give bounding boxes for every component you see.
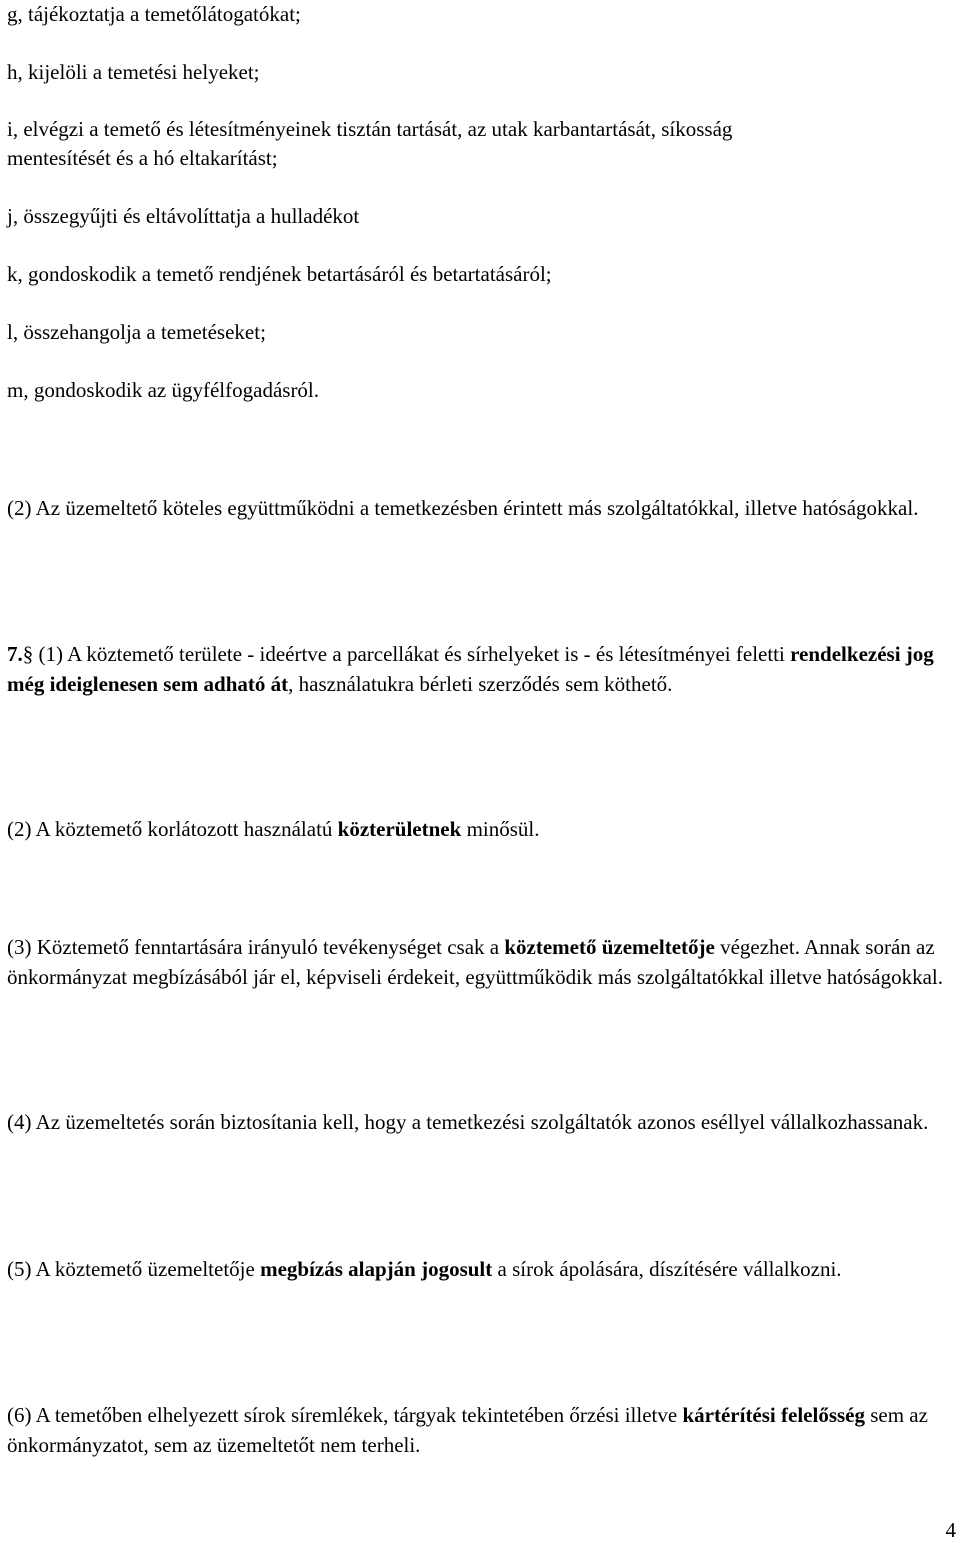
paragraph-2 — [7, 494, 957, 524]
list-item-i-continuation: mentesítését és a hó eltakarítást; — [7, 146, 278, 170]
list-item-h: h, kijelöli a temetési helyeket; — [7, 60, 260, 84]
list-item-g: g, tájékoztatja a temetőlátogatókat; — [7, 2, 301, 26]
section-7-p2-bold: közterületnek — [337, 817, 462, 841]
section-7-p2-text-end: minősül. — [461, 817, 540, 841]
section-7-p6-bold: kártérítési felelősség — [682, 1403, 865, 1427]
section-number: 7. — [7, 642, 23, 666]
section-7-paragraph-1 — [7, 640, 957, 699]
section-symbol: § — [22, 642, 34, 666]
list-item-l: l, összehangolja a temetéseket; — [7, 320, 266, 344]
list-item-i: i, elvégzi a temető és létesítményeinek tisztán tartását, az utak karbantartását, síkosság — [7, 117, 733, 141]
section-7-p3-text: (3) Köztemető fenntartására irányuló tevékenységet csak a — [7, 935, 505, 959]
section-7-p1-text-end: , használatukra bérleti szerződés sem köthető. — [288, 671, 673, 696]
section-7-p4-text: (4) Az üzemeltetés során biztosítania kell, hogy a temetkezési szolgáltatók azonos eséllyel vállalkozhassanak. — [7, 1110, 929, 1134]
section-7-p3-text-end: végezhet. Annak során az önkormányzat megbízásából jár el, képviseli érdekeit, együttműködik más szolgáltatókkal illetve hatóságokkal. — [7, 935, 943, 989]
section-7-p6-text-end: sem az önkormányzatot, sem az üzemeltetőt nem terheli. — [7, 1403, 928, 1457]
section-7-paragraph-4 — [7, 1108, 957, 1138]
section-7-p5-bold: megbízás alapján jogosult — [260, 1257, 493, 1281]
section-7-p5-text-end: a sírok ápolására, díszítésére vállalkozni. — [492, 1257, 842, 1281]
section-7-p2-text: (2) A köztemető korlátozott használatú — [7, 817, 338, 841]
section-7-p3-bold: köztemető üzemeltetője — [504, 935, 715, 959]
section-7-paragraph-3 — [7, 933, 957, 992]
list-item-j: j, összegyűjti és eltávolíttatja a hulladékot — [7, 204, 360, 228]
section-7-paragraph-2 — [7, 815, 957, 845]
section-7-p6-text: (6) A temetőben elhelyezett sírok síremlékek, tárgyak tekintetében őrzési illetve — [7, 1403, 683, 1427]
section-7-paragraph-5 — [7, 1255, 957, 1285]
section-7-p1-text: (1) A köztemető területe - ideértve a parcellákat és sírhelyeket is - és létesítményei feletti — [33, 642, 791, 666]
list-item-m: m, gondoskodik az ügyfélfogadásról. — [7, 378, 320, 402]
section-7-p5-text: (5) A köztemető üzemeltetője — [7, 1257, 261, 1281]
paragraph-2-text: (2) Az üzemeltető köteles együttműködni a temetkezésben érintett más szolgáltatókkal, illetve hatóságokkal. — [7, 496, 919, 520]
page-number: 4 — [945, 1518, 956, 1542]
list-item-k: k, gondoskodik a temető rendjének betartásáról és betartatásáról; — [7, 262, 552, 286]
section-7-paragraph-6 — [7, 1401, 957, 1460]
section-7-p1-bold: rendelkezési jog még ideiglenesen sem adható át — [7, 642, 934, 696]
